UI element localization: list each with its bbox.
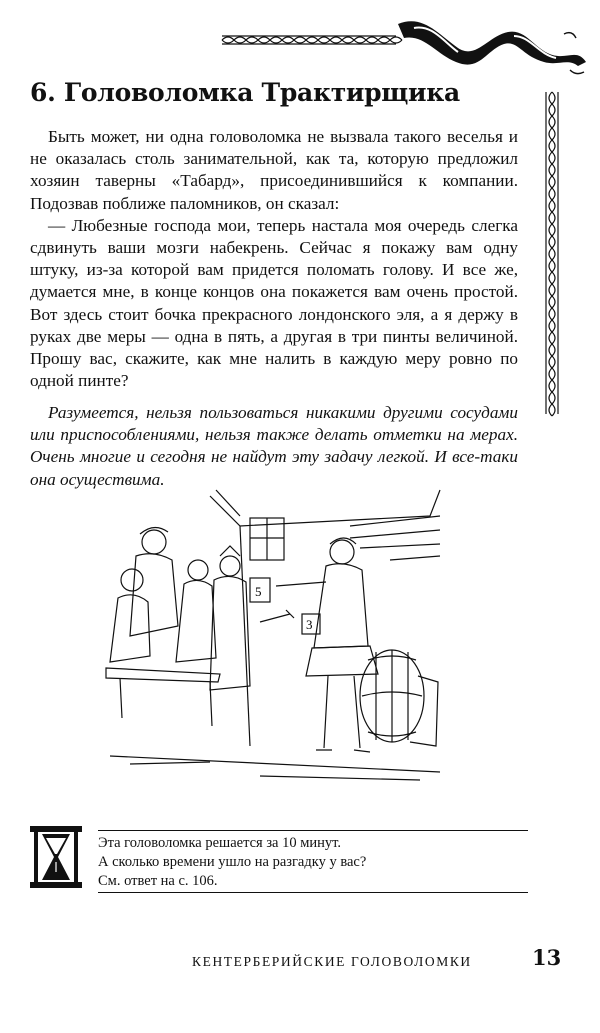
timer-line-question: А сколько времени ушло на разгадку у вас? xyxy=(98,854,367,870)
puzzle-heading: 6. Головоломка Трактирщика xyxy=(30,78,460,107)
timer-line-answer-ref: См. ответ на с. 106. xyxy=(98,873,218,889)
timer-line-duration: Эта головоломка решается за 10 минут. xyxy=(98,835,342,851)
measure-label-three: 3 xyxy=(306,617,313,632)
measure-label-five: 5 xyxy=(255,584,262,599)
puzzle-body xyxy=(30,126,518,392)
timer-bottom-rule xyxy=(98,892,528,893)
timer-top-rule xyxy=(98,830,528,831)
page-number: 13 xyxy=(532,945,562,970)
top-ribbon-ornament xyxy=(218,14,590,80)
innkeeper-speech-paragraph: — Любезные господа мои, теперь настала моя очередь слегка сдвинуть ваши мозги набекрень. Сейчас я покажу вам одну штуку, из-за которой вам придется поломать голову. И все же, думается мне, в конце концов она покажется вам очень простой. Вот здесь стоит бочка прекрасного лондонского эля, а я держу в руках две меры — одна в пять, а другая в три пинты величиной. Прошу вас, скажите, как мне налить в каждую меру ровно по одной пинте? xyxy=(30,215,518,391)
side-rope-ornament xyxy=(540,88,564,418)
running-footer-title: КЕНТЕРБЕРИЙСКИЕ ГОЛОВОЛОМКИ xyxy=(192,954,472,969)
intro-paragraph: Быть может, ни одна головоломка не вызвала такого веселья и не оказалась столь занимательной, как та, которую предложил хозяин таверны «Табард», присоединившийся к компании. Подозвав поближе паломников, он сказал: xyxy=(30,127,518,213)
tavern-illustration xyxy=(100,486,450,786)
timer-block xyxy=(28,822,508,892)
timer-text xyxy=(98,834,366,891)
italic-note: Разумеется, нельзя пользоваться никакими другими сосудами или приспособлениями, нельзя также делать отметки на мерах. Очень многие и сегодня не найдут эту задачу легкой. И все-таки она осуществима. xyxy=(30,403,518,489)
hourglass-icon xyxy=(28,824,84,890)
